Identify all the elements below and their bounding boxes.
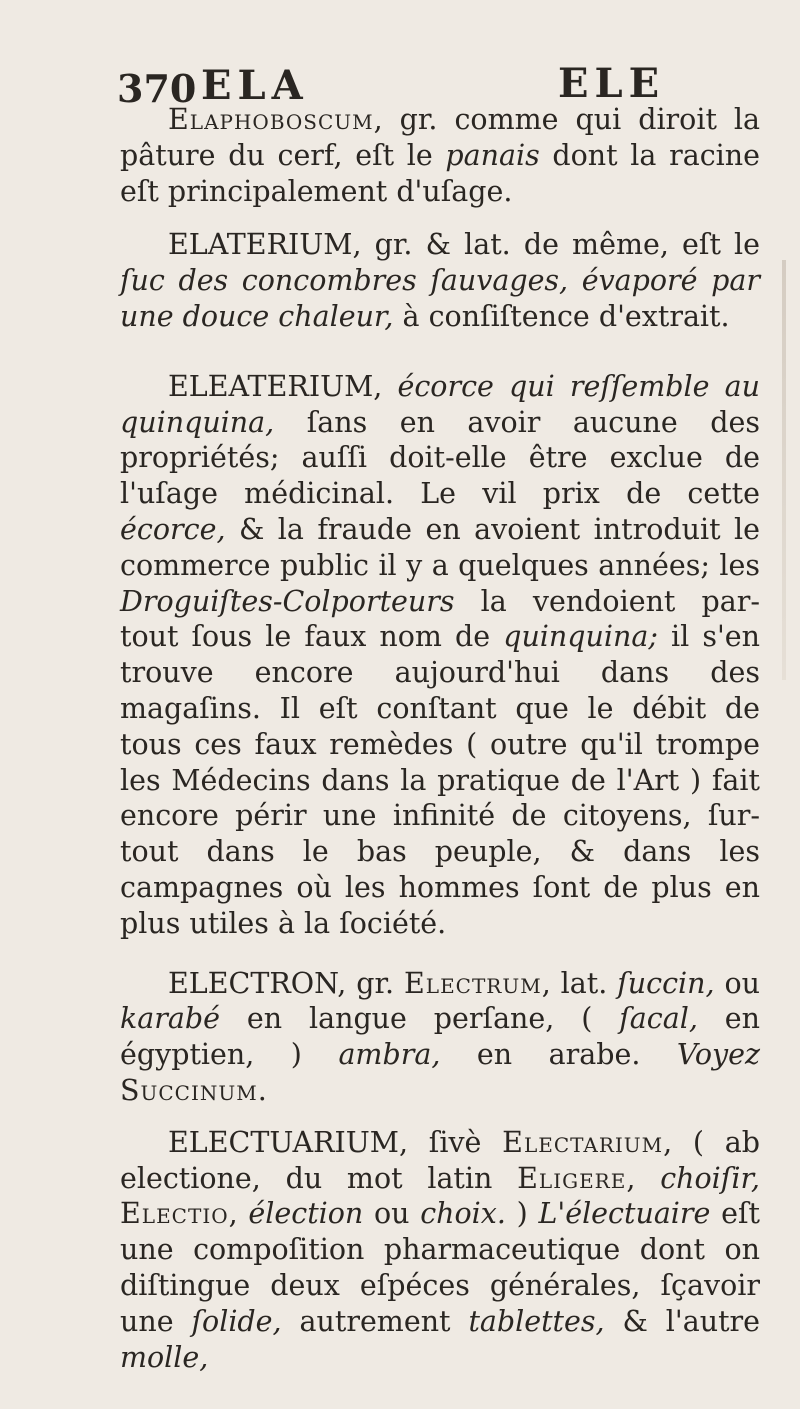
running-head-left: ELA xyxy=(201,62,309,109)
entry-headword: ELATERIUM xyxy=(168,228,353,262)
entry-headword: ELECTUARIUM xyxy=(168,1125,399,1159)
entry-electron: ELECTRON, gr. Electrum, lat. ſuccin, ou karabé en langue perſane, ( ſacal, en égyptien, ) ambra, en arabe. Voyez Succinum. xyxy=(120,966,761,1107)
page-number: 370 xyxy=(117,66,197,111)
entry-elaphoboscum: Elaphoboscum, gr. comme qui diroit la pâture du cerf, eſt le panais dont la racine eſt principalement d'uſage. xyxy=(120,103,760,208)
running-head-right: ELE xyxy=(558,60,666,107)
entry-headword: ELECTRON xyxy=(168,966,338,1000)
entry-eleaterium: ELEATERIUM, écorce qui reſſemble au quinquina, ſans en avoir aucune des propriétés; auſſi doit-elle être exclue de l'uſage médicinal. Le vil prix de cette écorce, & la fraude en avoient introduit le commerce public il y a quelques années; les Droguiſtes-Colporteurs la vendoient par-tout ſous le faux nom de quinquina; il s'en trouve encore aujourd'hui dans des magaſins. Il eſt conſtant que le débit de tous ces faux remèdes ( outre qu'il trompe les Médecins dans la pratique de l'Art ) fait encore périr une infinité de citoyens, ſur-tout dans le bas peuple, & dans les campagnes où les hommes ſont de plus en plus utiles à la ſociété. xyxy=(120,369,761,940)
entry-elaterium: ELATERIUM, gr. & lat. de même, eſt le ſuc des concombres ſauvages, évaporé par une douce chaleur, à conſiſtence d'extrait. xyxy=(120,228,760,333)
entry-headword: ELEATERIUM xyxy=(168,369,374,403)
entry-electuarium: ELECTUARIUM, ſivè Electarium, ( ab electione, du mot latin Eligere, choiſir, Electio, élection ou choix. ) L'électuaire eſt une compoſition pharmaceutique dont on diſtingue deux eſpéces générales, ſçavoir une ſolide, autrement tablettes, & l'autre molle, xyxy=(120,1125,761,1374)
entry-headword: Elaphoboscum xyxy=(168,103,374,136)
page-body xyxy=(120,102,760,1375)
page-edge-shadow xyxy=(782,260,786,680)
